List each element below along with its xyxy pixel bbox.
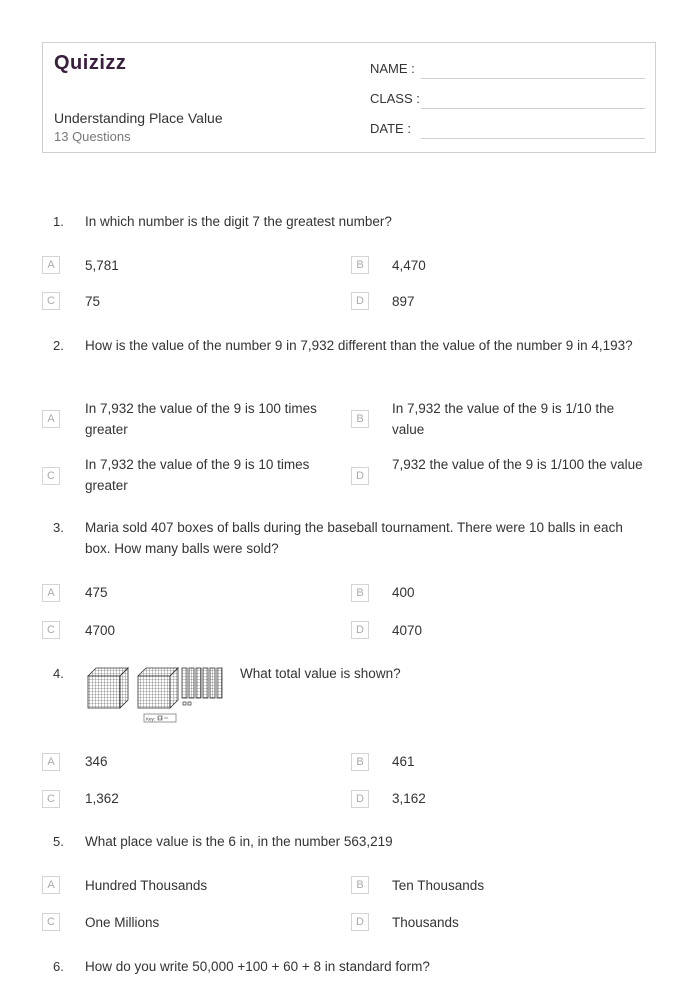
- class-label: CLASS :: [370, 91, 420, 106]
- option-text: 1,362: [85, 791, 119, 806]
- option-text: 400: [392, 585, 415, 600]
- tens-rods: [182, 668, 222, 698]
- thousand-cube: [138, 668, 178, 708]
- option-text: 3,162: [392, 791, 426, 806]
- option-text: Ten Thousands: [392, 878, 485, 893]
- option-text: In 7,932 the value of the 9 is 100 times greater: [85, 401, 317, 437]
- question-text: How do you write 50,000 +100 + 60 + 8 in standard form?: [85, 959, 430, 974]
- worksheet-title: Understanding Place Value: [54, 110, 223, 126]
- option-badge: B: [351, 753, 369, 771]
- option-text: 5,781: [85, 258, 119, 273]
- option-badge: D: [351, 621, 369, 639]
- option-badge: B: [351, 876, 369, 894]
- question-number: 6.: [53, 959, 64, 974]
- option-text: 4,470: [392, 258, 426, 273]
- option-badge: C: [42, 467, 60, 485]
- option-text: 75: [85, 294, 101, 309]
- option-text: 4070: [392, 623, 423, 638]
- option-badge: A: [42, 876, 60, 894]
- date-label: DATE :: [370, 121, 411, 136]
- question-count: 13 Questions: [54, 129, 131, 144]
- worksheet-header: [42, 42, 656, 153]
- option-badge: C: [42, 292, 60, 310]
- option-badge: C: [42, 913, 60, 931]
- option-badge: B: [351, 410, 369, 428]
- option-badge: A: [42, 256, 60, 274]
- option-text: 7,932 the value of the 9 is 1/100 the value: [392, 457, 643, 472]
- class-line: [421, 108, 645, 109]
- option-badge: D: [351, 292, 369, 310]
- option-text: In 7,932 the value of the 9 is 10 times greater: [85, 457, 310, 493]
- option-badge: D: [351, 913, 369, 931]
- option-badge: D: [351, 467, 369, 485]
- question-number: 2.: [53, 338, 64, 353]
- question-text: What place value is the 6 in, in the number 563,219: [85, 834, 393, 849]
- question-text: How is the value of the number 9 in 7,932 different than the value of the number 9 in 4,193?: [85, 338, 633, 353]
- option-text: 461: [392, 754, 415, 769]
- option-badge: D: [351, 790, 369, 808]
- option-text: 897: [392, 294, 415, 309]
- date-line: [421, 138, 645, 139]
- question-number: 4.: [53, 666, 64, 681]
- quizizz-logo: Quizizz: [54, 52, 127, 74]
- option-badge: A: [42, 753, 60, 771]
- question-number: 5.: [53, 834, 64, 849]
- option-badge: A: [42, 410, 60, 428]
- option-text: 346: [85, 754, 108, 769]
- name-label: NAME :: [370, 61, 415, 76]
- option-text: 4700: [85, 623, 116, 638]
- key-label: Key:: [146, 716, 156, 722]
- base-ten-blocks-image: [86, 664, 228, 724]
- thousand-cube: [88, 668, 128, 708]
- ones-cubes: [183, 702, 191, 705]
- question-text: In which number is the digit 7 the greatest number?: [85, 214, 392, 229]
- option-text: One Millions: [85, 915, 160, 930]
- option-text: 475: [85, 585, 108, 600]
- question-number: 3.: [53, 520, 64, 535]
- option-badge: B: [351, 584, 369, 602]
- option-text: Hundred Thousands: [85, 878, 208, 893]
- option-text: Thousands: [392, 915, 459, 930]
- question-number: 1.: [53, 214, 64, 229]
- option-badge: C: [42, 790, 60, 808]
- option-badge: B: [351, 256, 369, 274]
- question-text: Maria sold 407 boxes of balls during the baseball tournament. There were 10 balls in each box. How many balls were sold?: [85, 520, 623, 556]
- option-badge: C: [42, 621, 60, 639]
- name-line: [421, 78, 645, 79]
- option-badge: A: [42, 584, 60, 602]
- question-text: What total value is shown?: [240, 666, 401, 681]
- option-text: In 7,932 the value of the 9 is 1/10 the value: [392, 401, 615, 437]
